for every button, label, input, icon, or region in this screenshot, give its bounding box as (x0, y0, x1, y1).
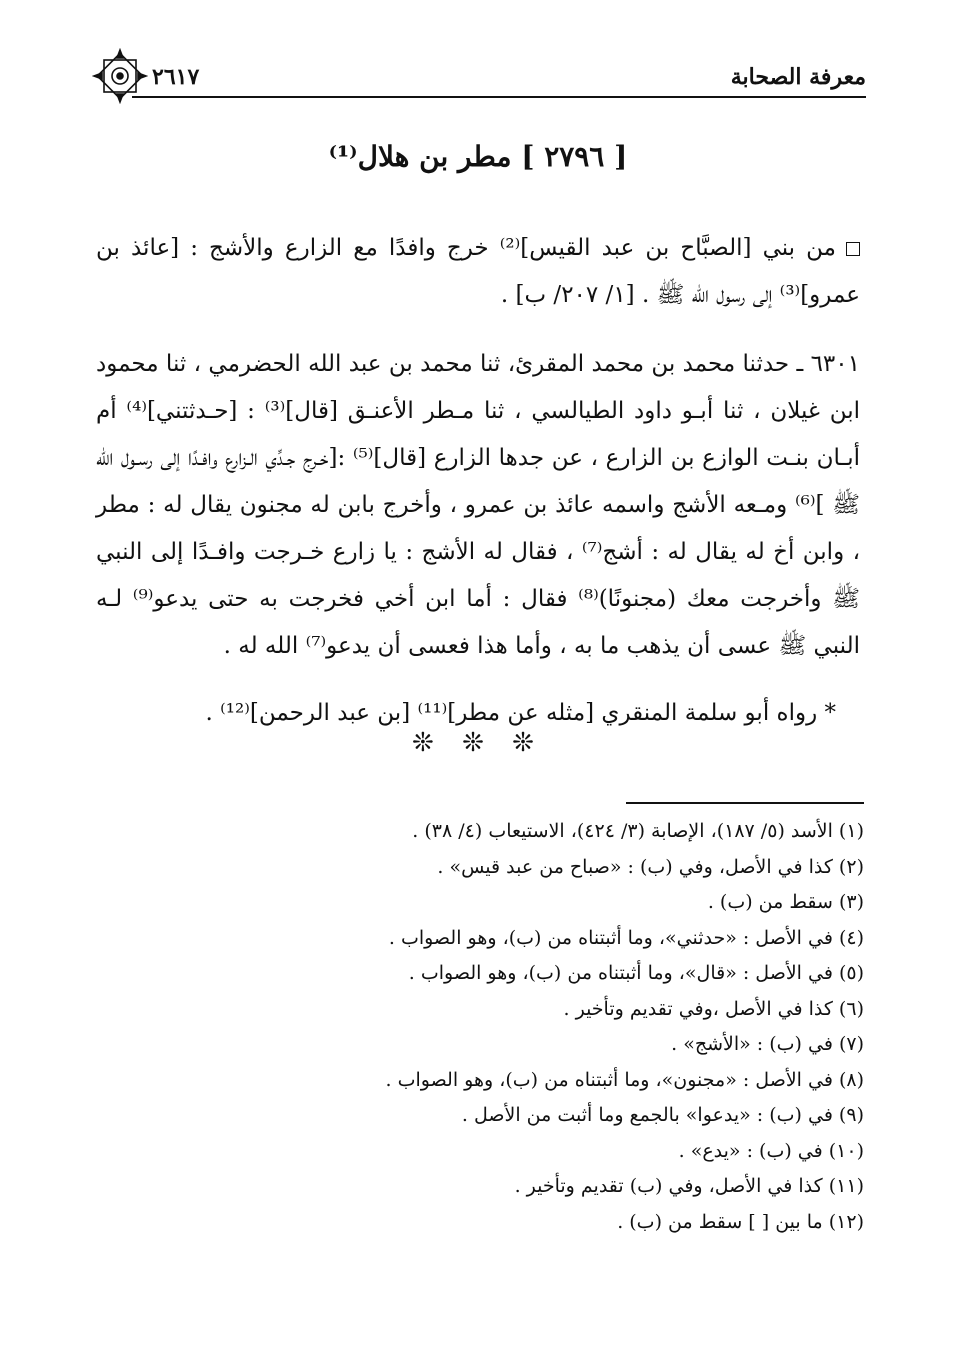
footnote-rule (626, 802, 864, 804)
header-rule (132, 96, 866, 98)
footnote-item: (٤) في الأصل : «حدثني»، وما أثبتناه من (ب)، وهو الصواب . (388, 926, 864, 949)
footnote-item: (١٢) ما بين [ ] سقط من (ب) . (617, 1210, 864, 1233)
intro-paragraph (96, 225, 860, 319)
footnote-item: (٨) في الأصل : «مجنون»، وما أثبتناه من (ب)، وهو الصواب . (385, 1068, 864, 1091)
hadith-paragraph: ٦٣٠١ ـ حدثنا محمد بن محمد المقرئ، ثنا محمد بن عبد الله الحضرمي ، ثنا محمود ابن غيلان ، ثنا أبـو داود الطيالسي ، ثنا مـطر الأعنـق [قال]⁽³⁾ : [حـدثتني]⁽⁴⁾ أم أبـان بنـت الوازع بن الزارع ، عن جدها الزارع [قال]⁽⁵⁾ :[خـرج جـدِّي الـزارع وافـدًا إلى رسـول الله ﷺ ]⁽⁶⁾ ومـعه الأشج واسمه عائذ بن عمرو ، وأخرج بابن له مجنون يقال له : مطر ، وابن أخ له يقال له : أشج⁽⁷⁾ ، فقال له الأشج : يا زارع خـرجت وافـدًا إلى النبي ﷺ وأخرجت معك (مجنونًا)⁽⁸⁾ فقال : أما ابن أخي فخرجت به حتى يدعو⁽⁹⁾ لـه النبي ﷺ عسى أن يذهب ما به ، وأما هذا فعسى أن يدعو⁽⁷⁾ الله له . (96, 351, 861, 659)
running-header (92, 58, 866, 98)
page-number: ٢٦١٧ (152, 64, 200, 90)
footnote-item: (٢) كذا في الأصل، وفي (ب) : «صباح من عبد قيس» . (437, 855, 864, 878)
ornament-icon (92, 48, 148, 104)
entry-heading: [ ٢٧٩٦ ] مطر بن هلال⁽¹⁾ (328, 140, 628, 173)
section-separator: ❊ ❊ ❊ (412, 728, 544, 758)
footnote-item: (٦) كذا في الأصل ،وفي تقديم وتأخير . (563, 997, 864, 1020)
square-bullet-icon (846, 242, 860, 256)
footnote-item: (١٠) في (ب) : «يدع» . (678, 1139, 864, 1162)
narration-paragraph: * رواه أبو سلمة المنقري [مثله عن مطر]⁽¹¹⁾ [بن عبد الرحمن]⁽¹²⁾ . (205, 700, 836, 726)
footnote-list (100, 814, 864, 1240)
intro-text: من بني [الصبَّاح بن عبد القيس]⁽²⁾ خرج وافدًا مع الزارع والأشج : [عائذ بن عمرو]⁽³⁾ إلى رسول الله ﷺ . [١/ ٢٠٧/ ب] . (96, 235, 860, 308)
footnote-item: (١١) كذا في الأصل، وفي (ب) تقديم وتأخير . (514, 1175, 864, 1197)
footnote-item: (٣) سقط من (ب) . (707, 891, 864, 913)
footnote-item: (١) الأسد (٥/ ١٨٧)، الإصابة (٣/ ٤٢٤)، الاستيعاب (٤/ ٣٨) . (412, 820, 864, 842)
running-title: معرفة الصحابة (730, 64, 866, 90)
footnote-item: (٩) في (ب) : «يدعوا» بالجمع وما أثبت من الأصل . (461, 1104, 864, 1126)
footnote-item: (٥) في الأصل : «قال»، وما أثبتناه من (ب)، وهو الصواب . (408, 962, 864, 984)
footnote-item: (٧) في (ب) : «الأشج» . (671, 1033, 864, 1055)
